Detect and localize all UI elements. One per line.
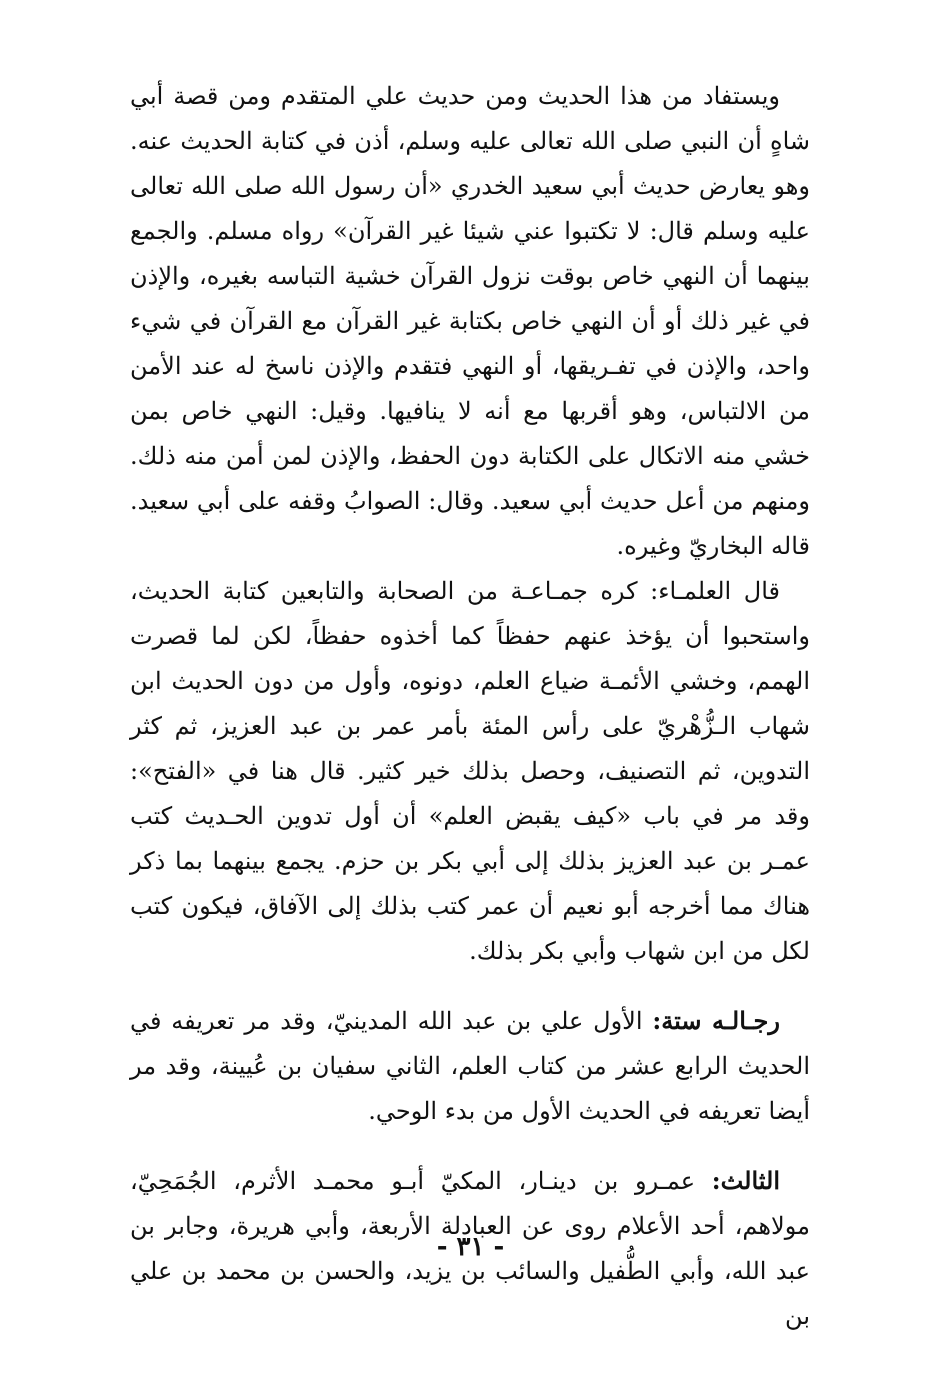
paragraph-narrators <box>130 998 810 1134</box>
paragraph-scholars-opinion <box>130 569 810 974</box>
paragraph-text: ويستفاد من هذا الحديث ومن حديث علي المتقدم ومن قصة أبي شاهٍ أن النبي صلى الله تعالى عليه وسلم، أذن في كتابة الحديث عنه. وهو يعارض حديث أبي سعيد الخدري «أن رسول الله صلى الله تعالى عليه وسلم قال: لا تكتبوا عني شيئا غير القرآن» رواه مسلم. والجمع بينهما أن النهي خاص بوقت نزول القرآن خشية التباسه بغيره، والإذن في غير ذلك أو أن النهي خاص بكتابة غير القرآن مع القرآن في شيء واحد، والإذن في تفـريقها، أو النهي فتقدم والإذن ناسخ له عند الأمن من الالتباس، وهو أقربها مع أنه لا ينافيها. وقيل: النهي خاص بمن خشي منه الاتكال على الكتابة دون الحفظ، والإذن لمن أمن منه ذلك. ومنهم من أعل حديث أبي سعيد. وقال: الصوابُ وقفه على أبي سعيد. قاله البخاريّ وغيره. <box>130 82 810 560</box>
narrators-heading: رجـالـه ستة: <box>652 1006 780 1035</box>
page-number: - ٣١ - <box>436 1232 505 1262</box>
page-body <box>130 74 810 1339</box>
paragraph-text: عمـرو بن دينـار، المكيّ أبـو محمـد الأثرم، الجُمَحِيّ، مولاهم، أحد الأعلام روى عن العبادلة الأربعة، وأبي هريرة، وجابر بن عبد الله، وأبي الطُّفيل والسائب بن يزيد، والحسن بن محمد بن علي بن <box>130 1167 810 1330</box>
section-gap <box>130 974 810 998</box>
third-narrator-heading: الثالث: <box>711 1166 780 1195</box>
section-gap <box>130 1134 810 1158</box>
paragraph-hadith-writing <box>130 74 810 569</box>
paragraph-text: الأول علي بن عبد الله المدينيّ، وقد مر تعريفه في الحديث الرابع عشر من كتاب العلم، الثاني سفيان بن عُيينة، وقد مر أيضا تعريفه في الحديث الأول من بدء الوحي. <box>130 1007 810 1125</box>
paragraph-text: قال العلمـاء: كره جمـاعـة من الصحابة والتابعين كتابة الحديث، واستحبوا أن يؤخذ عنهم حفظاً كما أخذوه حفظاً، لكن لما قصرت الهمم، وخشي الأئمـة ضياع العلم، دونوه، وأول من دون الحديث ابن شهاب الـزُّهْريّ على رأس المئة بأمر عمر بن عبد العزيز، ثم كثر التدوين، ثم التصنيف، وحصل بذلك خير كثير. قال هنا في «الفتح»: وقد مر في باب «كيف يقبض العلم» أن أول تدوين الحـديث كتب عمـر بن عبد العزيز بذلك إلى أبي بكر بن حزم. يجمع بينهما بما ذكر هناك مما أخرجه أبو نعيم أن عمر كتب بذلك إلى الآفاق، فيكون كتب لكل من ابن شهاب وأبي بكر بذلك. <box>130 577 810 965</box>
